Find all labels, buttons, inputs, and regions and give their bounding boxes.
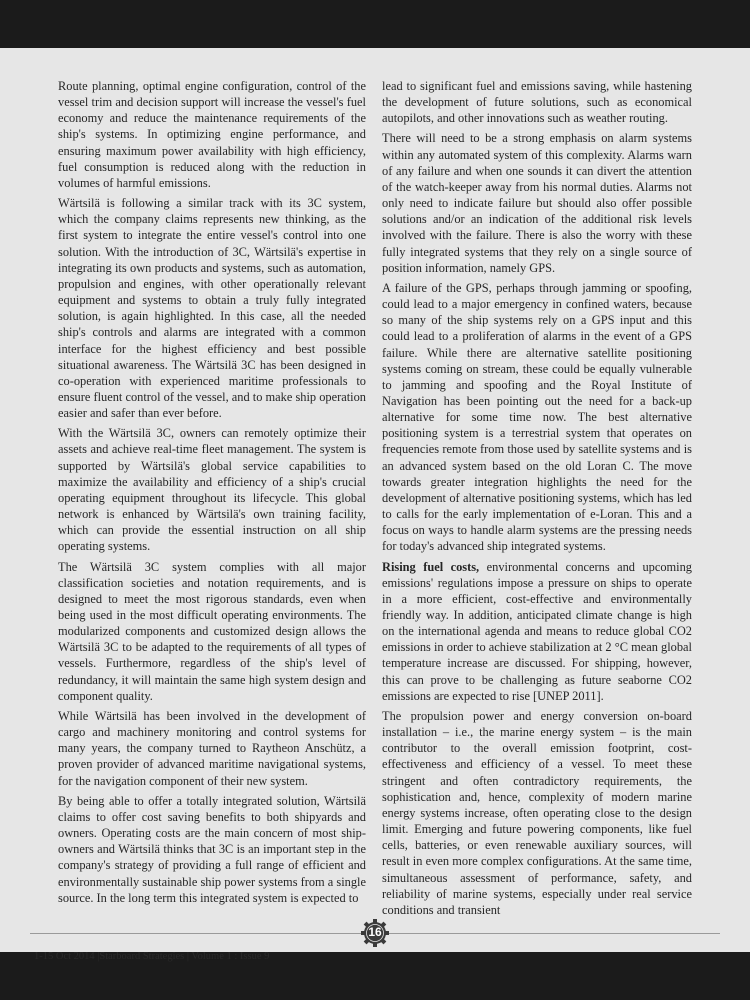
page-number-badge xyxy=(360,918,390,948)
paragraph-wartsila-3c-intro: Wärtsilä is following a similar track with its 3C system, which the company claims represents new thinking, as the first system to integrate the entire vessel's control into one solution. With the introduction of 3C, Wärtsilä's expertise in integrating its own products and systems, such as automation, propulsion and engines, with other operationally relevant equipment and systems to obtain a truly fully integrated solution, is again highlighted. In this case, all the needed ship's controls and alarms are integrated with a common interface for the highest efficiency and best possible situational awareness. The Wärtsilä 3C has been designed in co-operation with experienced maritime professionals to ensure fluent control of the vessel, and to make ship operation easier and safer than ever before. xyxy=(58,196,366,421)
paragraph-lead-in: Rising fuel costs, xyxy=(382,559,480,574)
paragraph-alarm-systems: There will need to be a strong emphasis on alarm systems within any automated system of this complexity. Alarms warn of any failure and when one sounds it can divert the attention of the watch-keeper away from his normal duties. Alarms not only need to indicate failure but should also offer possible solutions and/or an indication of the additional risk levels involved with the failure. There is also the worry with these fully integrated systems that they rely on a single source of position information, namely GPS. xyxy=(382,131,692,275)
bottom-frame-bar xyxy=(0,970,750,1000)
page-number: 16 xyxy=(368,925,382,939)
paragraph-fleet-management: With the Wärtsilä 3C, owners can remotely optimize their assets and achieve real-time fleet management. The system is supported by Wärtsilä's global service capabilities to maximize the availability and efficiency of a ship's crucial operating equipment throughout its lifecycle. This global network is enhanced by Wärtsilä's own training facility, which can provide the essential instruction on all ship operating systems. xyxy=(58,426,366,554)
paragraph-body: environmental concerns and upcoming emissions' regulations impose a pressure on ships to operate in a more efficient, cost-effective and environmentally friendly way. In addition, anticipated climate change is high on the international agenda and means to reduce global CO2 emissions in order to achieve stabilization at 2 °C mean global temperature increase are discussed. For shipping, however, this can prove to be challenging as future seaborne CO2 emissions are expected to rise [UNEP 2011]. xyxy=(382,559,693,703)
paragraph-gps-failure: A failure of the GPS, perhaps through jamming or spoofing, could lead to a major emergency in confined waters, because so many of the ship systems rely on a GPS input and this could lead to a proliferation of alarms in the event of a GPS failure. While there are alternative satellite positioning systems coming on stream, these could be equally vulnerable to jamming and spoofing and the Royal Institute of Navigation has been pointing out the need for a back-up alternative for some time now. The best alternative positioning system is a terrestrial system that operates on frequencies remote from those used by satellite systems and is an advanced system based on the old Loran C. The move towards greater integration highlights the need for the development of alternative positioning systems, which has led to calls for the early implementation of e-Loran. This and a focus on ways to handle alarm systems are the pressing needs for today's advanced ship integrated systems. xyxy=(382,280,692,554)
top-frame-bar xyxy=(0,0,750,48)
article-right-column xyxy=(382,78,692,922)
paragraph-classification: The Wärtsilä 3C system complies with all major classification societies and notation requirements, and is designed to meet the most rigorous standards, even when being used in the most difficult operating environments. The modularized components and customized design allows the Wärtsilä 3C to be adapted to the requirements of all types of vessels. Furthermore, regardless of the ship's level of redundancy, it will maintain the same high system design and component quality. xyxy=(58,559,366,703)
paragraph-propulsion-power: The propulsion power and energy conversion on-board installation – i.e., the marine energy system – is the main contributor to the overall emission footprint, cost-effectiveness and efficiency of a vessel. To meet these stringent and often contradictory requirements, the sophistication and, hence, complexity of modern marine energy systems increase, often operating close to the design limit. Emerging and future powering components, like fuel cells, batteries, or even renewable auxiliary sources, will result in even more complex configurations. At the same time, simultaneous assessment of performance, safety, and reliability of marine systems, especially under real service conditions and transient xyxy=(382,708,692,917)
issue-footer: 1-15 Oct 2014 |Starboard Strategies | Volume 1 : Issue 9 xyxy=(34,951,270,962)
article-left-column xyxy=(58,78,366,910)
paragraph-fuel-savings: lead to significant fuel and emissions saving, while hastening the development of future solutions, such as economical autopilots, and other innovations such as weather routing. xyxy=(382,79,692,126)
paragraph-raytheon: While Wärtsilä has been involved in the development of cargo and machinery monitoring and control systems for many years, the company turned to Raytheon Anschütz, a proven provider of advanced maritime navigational systems, for the navigation component of their new system. xyxy=(58,708,366,788)
paragraph-route-planning: Route planning, optimal engine configuration, control of the vessel trim and decision support will increase the vessel's fuel economy and reduce the maintenance requirements of the ship's systems. In optimizing engine performance, and ensuring maximum power availability with high efficiency, fuel consumption is reduced along with the reduction in volumes of harmful emissions. xyxy=(58,79,366,190)
paragraph-rising-fuel-costs xyxy=(382,559,692,704)
paragraph-cost-saving: By being able to offer a totally integrated solution, Wärtsilä claims to offer cost saving benefits to both shipyards and owners. Operating costs are the main concern of most ship-owners and Wärtsilä thinks that 3C is an important step in the company's strategy of providing a full range of efficient and environmentally sustainable ship power systems from a single source. In the long term this integrated system is expected to xyxy=(58,793,366,905)
